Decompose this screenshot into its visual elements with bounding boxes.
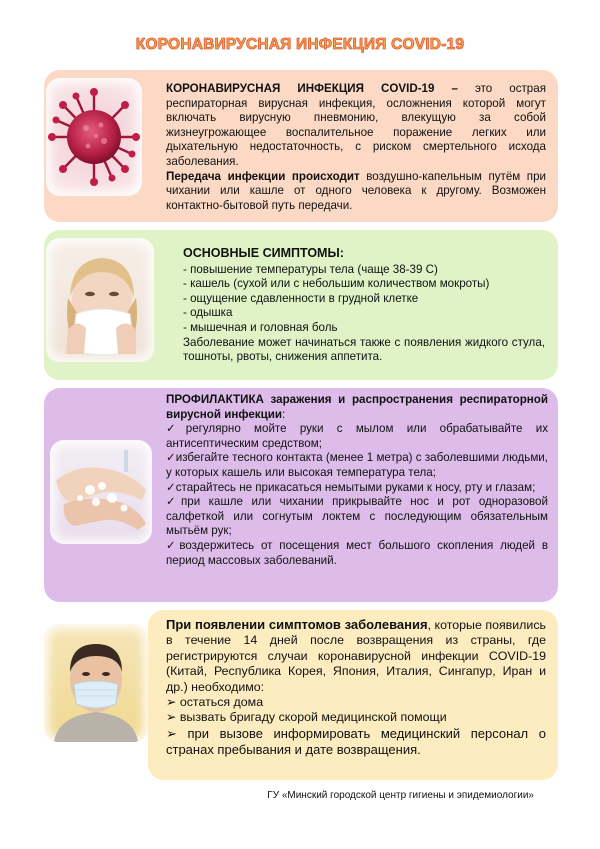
arrow-bullet-icon: ➢ (166, 725, 177, 741)
footer-organization: ГУ «Минский городской центр гигиены и эпидемиологии» (267, 790, 534, 801)
definition-text (166, 82, 546, 213)
prevention-item: ✓воздержитесь от посещения мест большого скопления людей в период массовых заболеваний. (166, 538, 548, 567)
transmission-body: воздушно-капельным путём при чихании или кашле от одного человека к другому. Возможен контактно-бытовой путь передачи. (166, 169, 546, 212)
definition-heading: КОРОНАВИРУСНАЯ ИНФЕКЦИЯ COVID-19 – (166, 82, 458, 95)
actions-text (166, 617, 546, 758)
prevention-heading: ПРОФИЛАКТИКА заражения и распространения респираторной вирусной инфекции (166, 393, 548, 421)
action-item (166, 726, 546, 758)
prevention-text (166, 393, 548, 568)
hand-washing-icon (50, 440, 152, 544)
symptom-item: - мышечная и головная боль (183, 320, 338, 334)
action-item (166, 695, 546, 710)
definition-body: это острая респираторная вирусная инфекция, осложнения которой могут включать вирусную пневмонию, влекущую за собой жизнеугрожающее воспалительное поражение легких или дыхательную недостаточность, с риском смертельного исхода заболевания. (166, 82, 546, 168)
prevention-item: ✓при кашле или чихании прикрывайте нос и рот одноразовой салфеткой или согнутым локтем с последующим обязательным мытьём рук; (166, 495, 548, 538)
arrow-bullet-icon: ➢ (166, 695, 177, 710)
prevention-item: ✓старайтесь не прикасаться немытыми руками к носу, рту и глазам; (166, 480, 536, 494)
action-item-text: остаться дома (179, 695, 264, 710)
symptom-item: - повышение температуры тела (чаще 38-39 С) (183, 262, 438, 276)
prevention-item: ✓избегайте тесного контакта (менее 1 метра) с заболевшими людьми, у которых кашель или высокая температура тела; (166, 451, 548, 479)
symptom-item: - одышка (183, 306, 233, 320)
prevention-heading-tail: : (281, 407, 286, 421)
transmission-heading: Передача инфекции происходит (166, 169, 360, 183)
actions-body: , которые появились в течение 14 дней после возвращения из страны, где регистрируются случаи коронавирусной инфекции COVID-19 (Китай, Республика Корея, Япония, Италия, Сингапур, Иран и др.) необходимо: (166, 618, 546, 694)
action-item-text: вызвать бригаду скорой медицинской помощи (179, 710, 447, 725)
arrow-bullet-icon: ➢ (166, 710, 177, 725)
coronavirus-icon (46, 78, 142, 196)
action-item-text: при вызове информировать медицинский персонал о странах пребывания и дате возвращения. (166, 725, 546, 757)
symptom-item: - кашель (сухой или с небольшим количеством мокроты) (183, 277, 490, 291)
sneezing-woman-icon (46, 238, 154, 362)
symptoms-heading: ОСНОВНЫЕ СИМПТОМЫ: (183, 246, 344, 260)
symptoms-note: Заболевание может начинаться также с появления жидкого стула, тошноты, рвоты, снижения аппетита. (183, 335, 545, 364)
symptoms-text (183, 246, 545, 365)
actions-lead: При появлении симптомов заболевания (166, 617, 428, 632)
page-title: КОРОНАВИРУСНАЯ ИНФЕКЦИЯ COVID-19 (135, 36, 465, 53)
symptom-item: - ощущение сдавленности в грудной клетке (183, 291, 419, 305)
action-item (166, 710, 546, 725)
masked-man-icon (44, 624, 148, 742)
prevention-item: ✓регулярно мойте руки с мылом или обрабатывайте их антисептическим средством; (166, 422, 548, 450)
